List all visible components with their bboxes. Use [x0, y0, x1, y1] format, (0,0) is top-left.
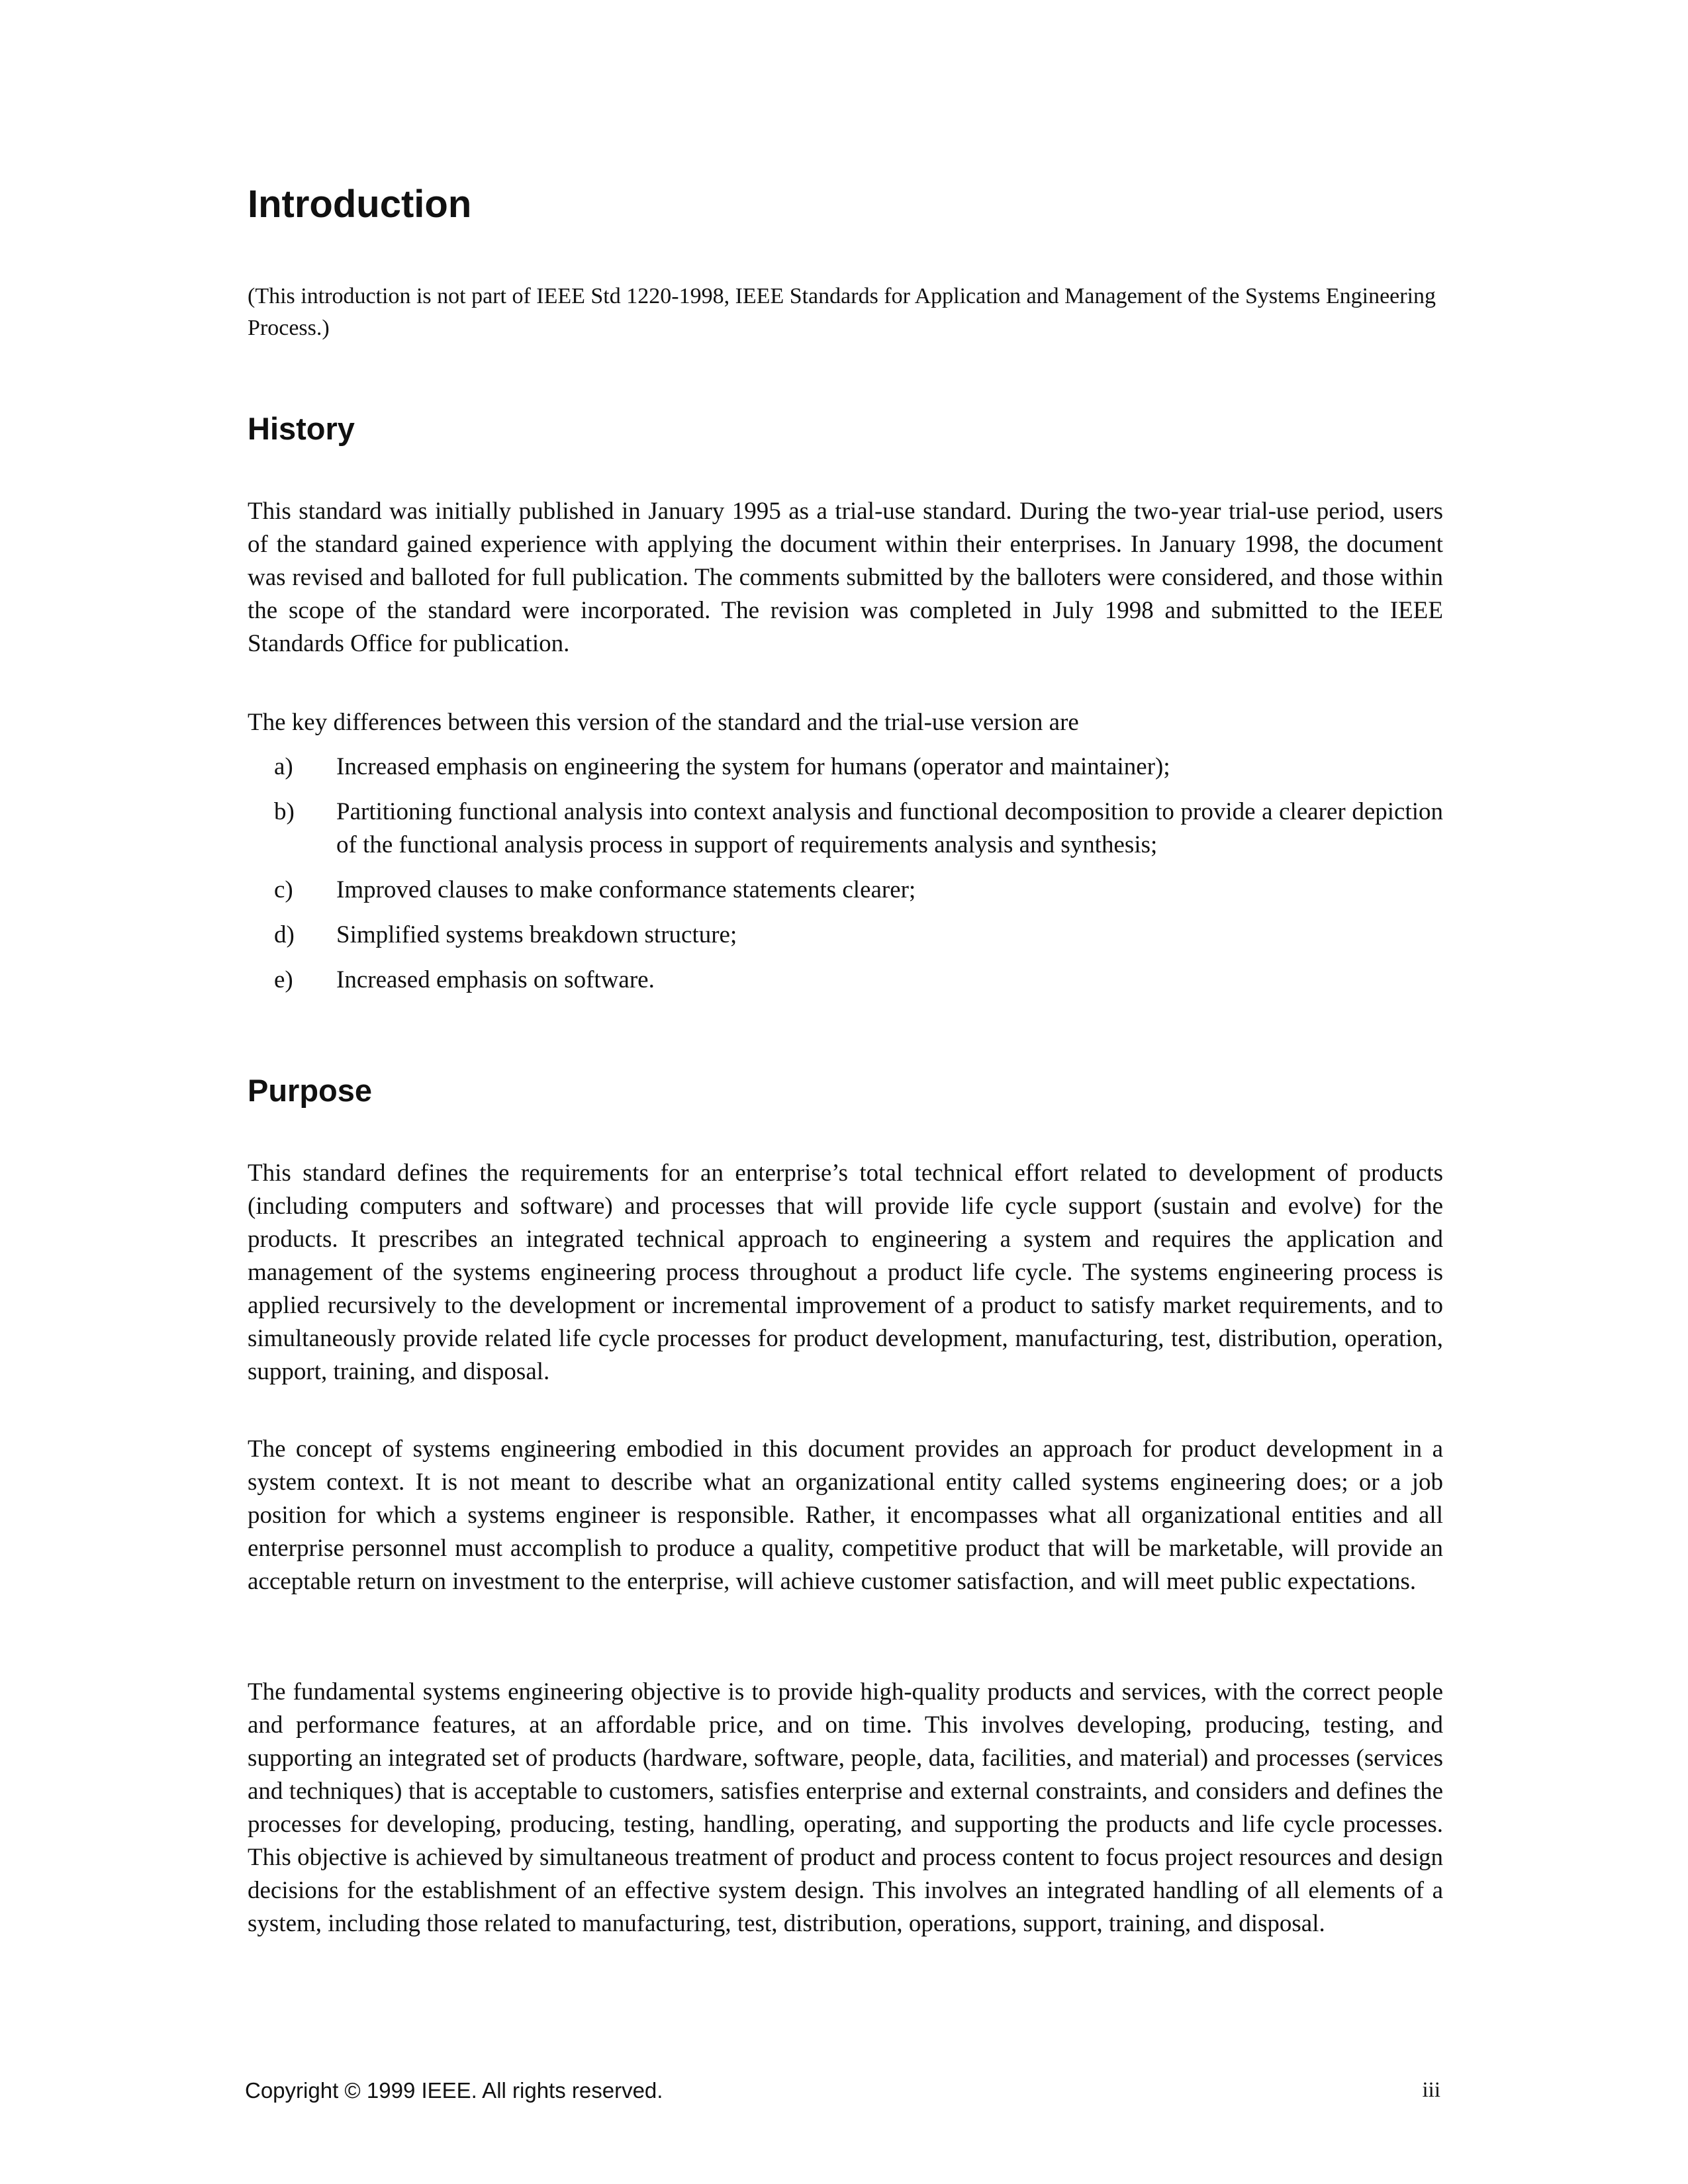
list-marker: b) — [274, 798, 295, 825]
footer-copyright: Copyright © 1999 IEEE. All rights reserved. — [245, 2078, 663, 2103]
list-item — [248, 796, 1443, 862]
purpose-heading: Purpose — [248, 1073, 373, 1108]
history-paragraph-1: This standard was initially published in January 1995 as a trial-use standard. During the two-year trial-use period, users of the standard gained experience with applying the document within their enterprises. In January 1998, the document was revised and balloted for full publication. The comments submitted by the balloters were considered, and those within the scope of the standard were incorporated. The revision was completed in July 1998 and submitted to the IEEE Standards Office for publication. — [248, 498, 1443, 657]
list-marker: d) — [274, 921, 295, 948]
history-heading: History — [248, 411, 355, 446]
purpose-paragraph-3: The fundamental systems engineering objective is to provide high-quality products and services, with the correct people and performance features, at an affordable price, and on time. This involves developing, producing, testing, and supporting an integrated set of products (hardware, software, people, data, facilities, and material) and processes (services and techniques) that is acceptable to customers, satisfies enterprise and external constraints, and considers and defines the processes for developing, producing, testing, handling, operating, and supporting the products and life cycle processes. This objective is achieved by simultaneous treatment of product and process content to focus project resources and design decisions for the establishment of an effective system design. This involves an integrated handling of all elements of a system, including those related to manufacturing, test, distribution, operations, support, training, and disposal. — [248, 1678, 1443, 1937]
page-title: Introduction — [248, 183, 472, 226]
list-item-text: Increased emphasis on software. — [336, 966, 655, 993]
list-item-text: Improved clauses to make conformance statements clearer; — [336, 876, 916, 903]
list-item — [248, 874, 1443, 907]
list-marker: c) — [274, 876, 293, 903]
list-item — [248, 964, 1443, 997]
list-item-text: Increased emphasis on engineering the system for humans (operator and maintainer); — [336, 753, 1170, 780]
history-paragraph-2: The key differences between this version of the standard and the trial-use version are — [248, 709, 1079, 736]
list-item — [248, 919, 1443, 952]
list-item-text: Simplified systems breakdown structure; — [336, 921, 737, 948]
purpose-paragraph-1: This standard defines the requirements for an enterprise’s total technical effort related to development of products (including computers and software) and processes that will provide life cycle support (sustain and evolve) for the products. It prescribes an integrated technical approach to engineering a system and requires the application and management of the systems engineering process throughout a product life cycle. The systems engineering process is applied recursively to the development or incremental improvement of a product to satisfy market requirements, and to simultaneously provide related life cycle processes for product development, manufacturing, test, distribution, operation, support, training, and disposal. — [248, 1160, 1443, 1385]
purpose-paragraph-2: The concept of systems engineering embodied in this document provides an approach for product development in a system context. It is not meant to describe what an organizational entity called systems engineering does; or a job position for which a systems engineer is responsible. Rather, it encompasses what all organizational entities and all enterprise personnel must accomplish to produce a quality, competitive product that will be marketable, will provide an acceptable return on investment to the enterprise, will achieve customer satisfaction, and will meet public expectations. — [248, 1435, 1443, 1595]
list-marker: e) — [274, 966, 293, 993]
list-item-text: Partitioning functional analysis into context analysis and functional decomposition to provide a clearer depiction of the functional analysis process in support of requirements analysis and synthesis; — [336, 798, 1443, 858]
list-marker: a) — [274, 753, 293, 780]
differences-list — [248, 751, 1443, 1009]
list-item — [248, 751, 1443, 784]
footer-page-number: iii — [1422, 2078, 1440, 2102]
introduction-note: (This introduction is not part of IEEE Std 1220-1998, IEEE Standards for Application and Management of the Systems Engineering Process.) — [248, 284, 1436, 340]
